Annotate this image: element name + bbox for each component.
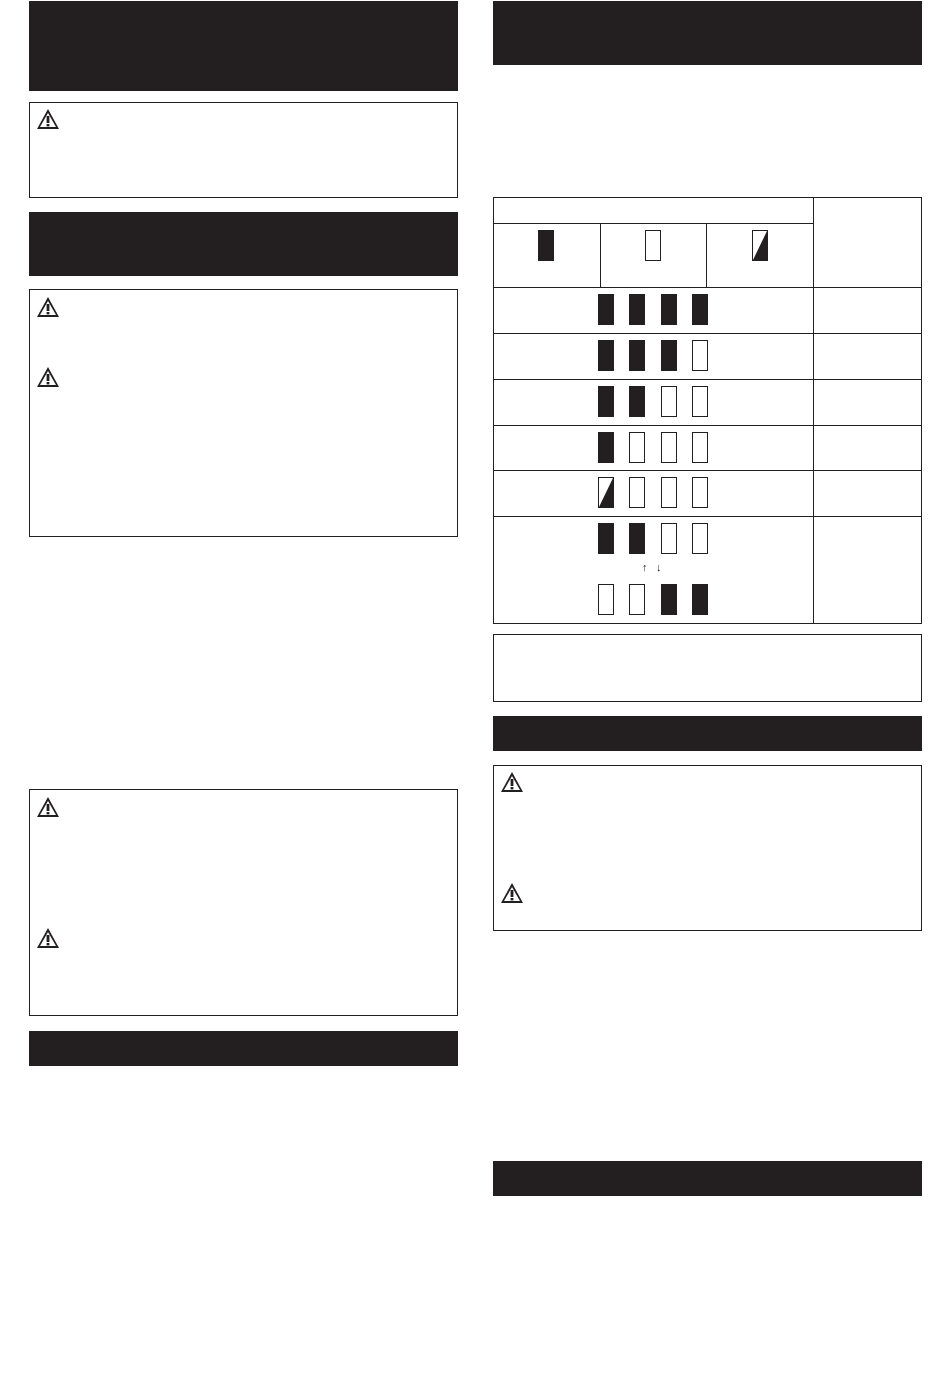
warning-box <box>29 102 458 198</box>
indicator-lamp-icon <box>661 386 677 417</box>
indicator-lamp-icon <box>692 432 708 463</box>
indicator-lamp-icon <box>629 294 645 325</box>
indicator-lamp-icon <box>598 523 614 554</box>
legend-off-lamp-icon <box>645 230 661 261</box>
note-box <box>493 634 922 702</box>
indicator-lamp-icon <box>661 432 677 463</box>
indicator-lamp-icon <box>629 386 645 417</box>
warning-triangle-icon <box>36 796 60 818</box>
section-header-bar <box>493 1 922 65</box>
warning-box <box>493 765 922 931</box>
indicator-lamp-icon <box>629 432 645 463</box>
indicator-lamp-icon <box>692 294 708 325</box>
section-header-bar <box>29 212 458 276</box>
warning-triangle-icon <box>36 108 60 130</box>
indicator-lamp-icon <box>598 294 614 325</box>
indicator-lamp-icon <box>629 340 645 371</box>
warning-triangle-icon <box>500 882 524 904</box>
indicator-lamp-icon <box>598 386 614 417</box>
indicator-lamp-icon <box>692 340 708 371</box>
indicator-lamp-icon <box>692 523 708 554</box>
indicator-lamp-icon <box>661 477 677 508</box>
battery-indicator-table <box>493 197 922 624</box>
warning-triangle-icon <box>36 296 60 318</box>
arrow-down-icon: ↓ <box>656 562 662 574</box>
section-header-bar <box>29 1 458 91</box>
indicator-lamp-icon <box>598 584 614 615</box>
indicator-lamp-icon <box>629 523 645 554</box>
warning-box <box>29 789 458 1016</box>
section-header-bar <box>493 1161 922 1196</box>
indicator-lamp-icon <box>661 340 677 371</box>
indicator-lamp-icon <box>692 584 708 615</box>
legend-lit-lamp-icon <box>538 230 554 261</box>
indicator-lamp-icon <box>629 477 645 508</box>
indicator-lamp-icon <box>598 340 614 371</box>
indicator-lamp-icon <box>661 523 677 554</box>
indicator-lamp-icon <box>629 584 645 615</box>
indicator-lamp-icon <box>692 386 708 417</box>
indicator-lamp-icon <box>598 432 614 463</box>
indicator-lamp-icon <box>661 584 677 615</box>
warning-triangle-icon <box>36 366 60 388</box>
section-header-bar <box>29 1031 458 1066</box>
indicator-lamp-icon <box>661 294 677 325</box>
warning-triangle-icon <box>36 927 60 949</box>
arrow-up-icon: ↑ <box>642 562 648 574</box>
warning-triangle-icon <box>500 771 524 793</box>
warning-box <box>29 289 458 537</box>
indicator-lamp-icon <box>692 477 708 508</box>
legend-blinking-lamp-icon <box>752 230 768 261</box>
indicator-lamp-icon <box>598 477 614 508</box>
section-header-bar <box>493 716 922 751</box>
